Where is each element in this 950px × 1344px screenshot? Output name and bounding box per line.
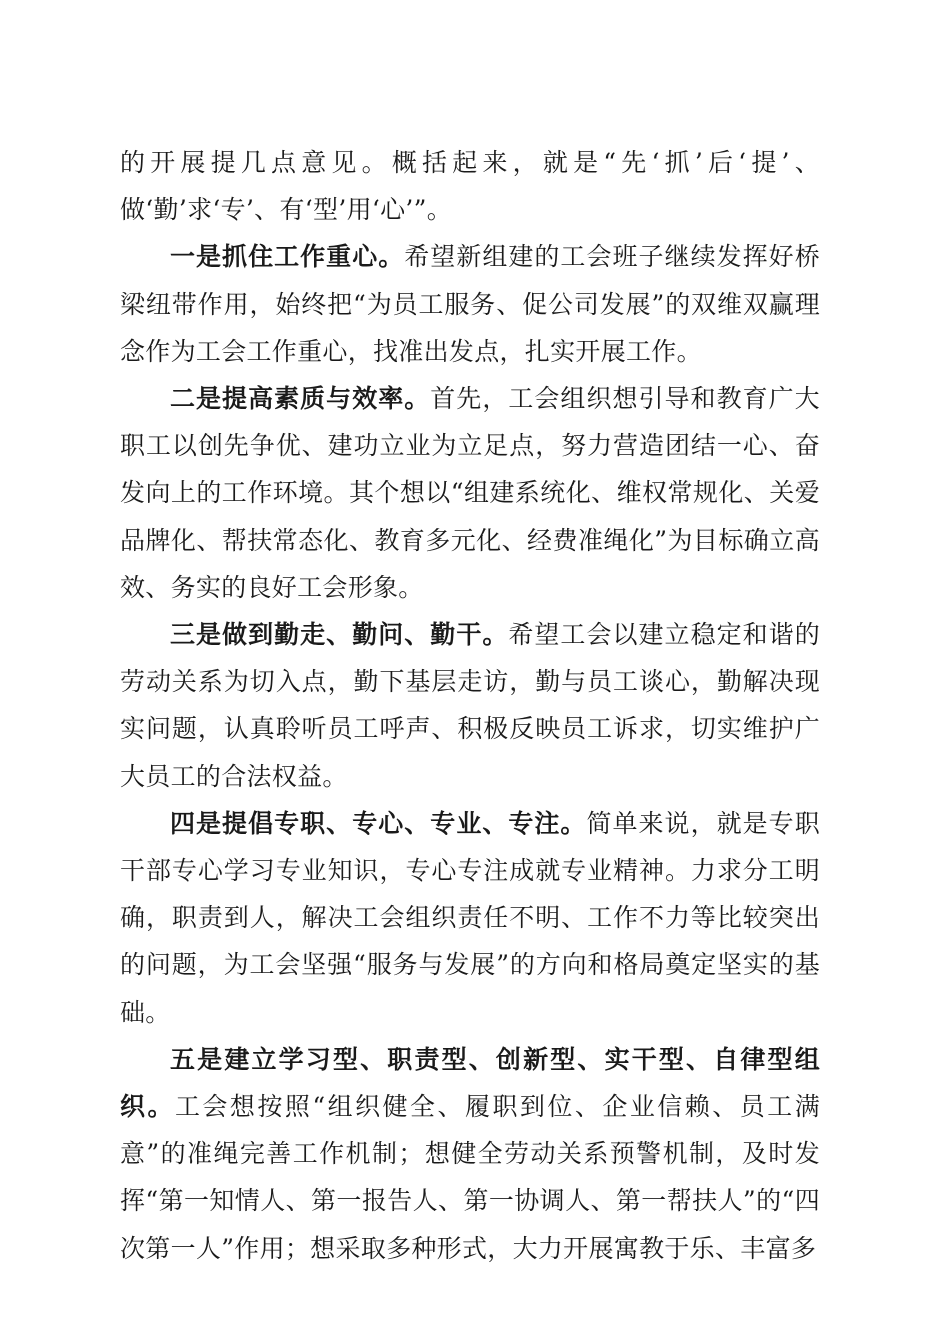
- paragraph-lead: 三是做到勤走、勤问、勤干。: [170, 620, 509, 650]
- paragraph-text: 希望工会以建立稳定和谐的劳动关系为切入点，勤下基层走访，勤与员工谈心，勤解决现实问题，认真聆听员工呼声、积极反映员工诉求，切实维护广大员工的合法权益。: [120, 620, 820, 791]
- paragraph-lead: 一是抓住工作重心。: [170, 242, 405, 272]
- paragraph-point-1: [120, 233, 820, 375]
- paragraph-point-2: [120, 375, 820, 611]
- paragraph-point-5: [120, 1036, 820, 1272]
- paragraph-text: 希望新组建的工会班子继续发挥好桥梁纽带作用，始终把“为员工服务、促公司发展”的双维双赢理念作为工会工作重心，找准出发点，扎实开展工作。: [120, 242, 820, 366]
- paragraph-text: 首先，工会组织想引导和教育广大职工以创先争优、建功立业为立足点，努力营造团结一心、奋发向上的工作环境。其个想以“组建系统化、维权常规化、关爱品牌化、帮扶常态化、教育多元化、经费准绳化”为目标确立高效、务实的良好工会形象。: [120, 384, 820, 602]
- paragraph-intro: [120, 139, 820, 233]
- paragraph-lead: 五是建立学习型、职责型、创新型、实干型、自律型组织。: [120, 1044, 820, 1122]
- document-body: [120, 139, 820, 1272]
- paragraph-point-4: [120, 800, 820, 1036]
- paragraph-point-3: [120, 611, 820, 800]
- paragraph-text: 的开展提几点意见。概括起来，就是“先‘抓’后‘提’、做‘勤’求‘专’、有‘型’用‘心’”。: [120, 148, 820, 225]
- paragraph-text: 工会想按照“组织健全、履职到位、企业信赖、员工满意”的准绳完善工作机制；想健全劳动关系预警机制，及时发挥“第一知情人、第一报告人、第一协调人、第一帮扶人”的“四次第一人”作用；想采取多种形式，大力开展寓教于乐、丰富多: [120, 1092, 820, 1263]
- paragraph-lead: 二是提高素质与效率。: [170, 384, 431, 414]
- paragraph-text: 简单来说，就是专职干部专心学习专业知识，专心专注成就专业精神。力求分工明确，职责到人，解决工会组织责任不明、工作不力等比较突出的问题，为工会坚强“服务与发展”的方向和格局奠定坚实的基础。: [120, 808, 820, 1027]
- paragraph-lead: 四是提倡专职、专心、专业、专注。: [170, 808, 587, 838]
